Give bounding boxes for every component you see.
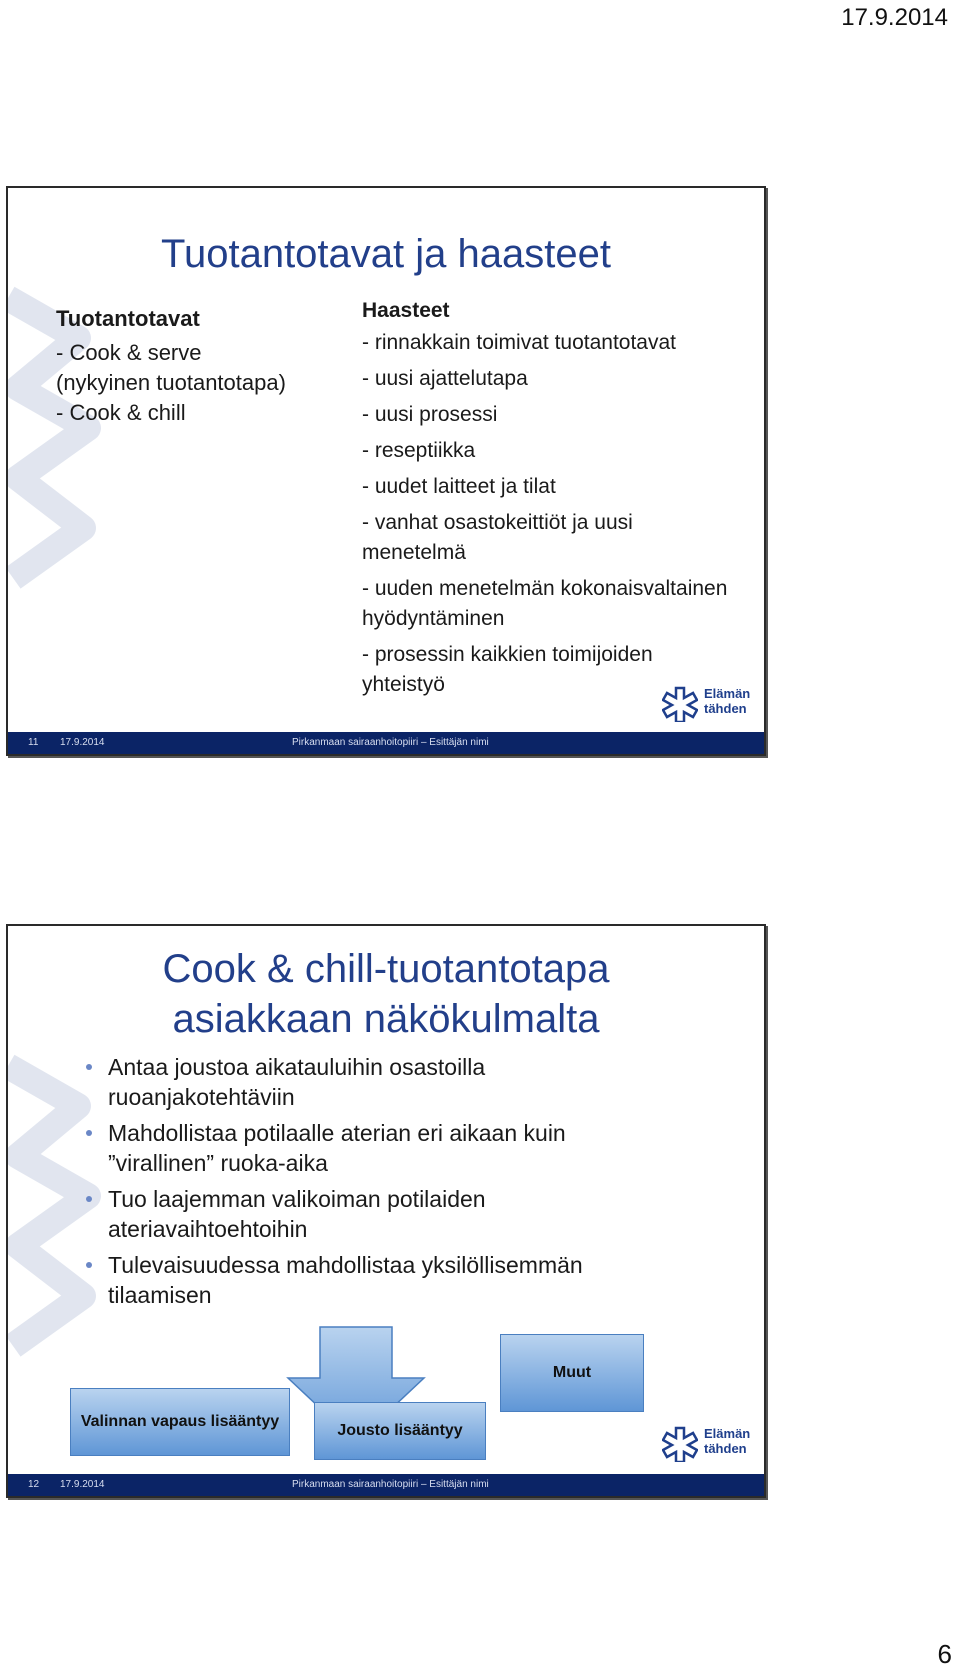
text-line: (nykyinen tuotantotapa) (56, 370, 286, 395)
bullet-text: Antaa joustoa aikatauluihin osastoilla ruoanjakotehtäviin (108, 1054, 486, 1110)
logo-line2: tähden (704, 1441, 747, 1456)
elaman-tahden-logo (662, 684, 752, 724)
box-label: Muut (552, 1364, 592, 1381)
page-number: 6 (937, 1639, 952, 1669)
jousto-box (314, 1402, 486, 1460)
slide-number: 11 (28, 737, 39, 748)
star-of-life-icon (662, 686, 698, 722)
box-label: Valinnan vapaus lisääntyy (80, 1413, 280, 1430)
text-line: - Cook & serve (56, 340, 202, 365)
bullet-list (86, 1052, 686, 1316)
footer-date: 17.9.2014 (60, 737, 105, 748)
slide-footer (8, 732, 764, 754)
footer-text: Pirkanmaan sairaanhoitopiiri – Esittäjän nimi (292, 737, 489, 748)
footer-text: Pirkanmaan sairaanhoitopiiri – Esittäjän nimi (292, 1479, 489, 1490)
bullet-icon (86, 1130, 92, 1136)
list-item (86, 1052, 686, 1112)
slide-title: Tuotantotavat ja haasteet (161, 232, 611, 276)
valinnan-vapaus-box (70, 1388, 290, 1456)
title-line: asiakkaan näkökulmalta (172, 997, 600, 1041)
slide-title (8, 944, 764, 1044)
column-heading: Tuotantotavat (56, 306, 200, 331)
slide-number: 12 (28, 1479, 40, 1490)
elaman-tahden-logo (662, 1424, 752, 1464)
list-item (86, 1184, 686, 1244)
list-item: - vanhat osastokeittiöt ja uusi menetelmä (362, 511, 633, 564)
slide-11 (6, 186, 766, 756)
list-item: - rinnakkain toimivat tuotantotavat (362, 331, 676, 354)
bullet-icon (86, 1196, 92, 1202)
slide-footer (8, 1474, 764, 1496)
slide-12 (6, 924, 766, 1498)
list-item: - uuden menetelmän kokonaisvaltainen hyödyntäminen (362, 577, 728, 630)
list-item: - reseptiikka (362, 439, 476, 462)
challenges-column (362, 296, 752, 706)
text-line: - Cook & chill (56, 400, 186, 425)
list-item (86, 1118, 686, 1178)
page-date: 17.9.2014 (841, 4, 948, 31)
bullet-text: Tulevaisuudessa mahdollistaa yksilöllisemmän tilaamisen (108, 1252, 583, 1308)
list-item: - prosessin kaikkien toimijoiden yhteistyö (362, 643, 653, 696)
star-of-life-icon (662, 1426, 698, 1462)
logo-line2: tähden (704, 701, 747, 716)
production-methods-column (56, 304, 286, 428)
column-heading: Haasteet (362, 299, 450, 322)
box-label: Jousto lisääntyy (337, 1422, 463, 1439)
footer-date: 17.9.2014 (60, 1479, 105, 1490)
bullet-icon (86, 1262, 92, 1268)
list-item: - uusi prosessi (362, 403, 498, 426)
bullet-text: Tuo laajemman valikoiman potilaiden ateriavaihtoehtoihin (108, 1186, 486, 1242)
logo-line1: Elämän (704, 1426, 751, 1441)
list-item: - uudet laitteet ja tilat (362, 475, 556, 498)
bullet-text: Mahdollistaa potilaalle aterian eri aikaan kuin ”virallinen” ruoka-aika (108, 1120, 566, 1176)
muut-box (500, 1334, 644, 1412)
title-line: Cook & chill-tuotantotapa (162, 947, 610, 991)
list-item (86, 1250, 686, 1310)
logo-text (704, 1426, 750, 1456)
logo-line1: Elämän (704, 686, 751, 701)
bullet-icon (86, 1064, 92, 1070)
logo-text (704, 686, 750, 716)
list-item: - uusi ajattelutapa (362, 367, 528, 390)
